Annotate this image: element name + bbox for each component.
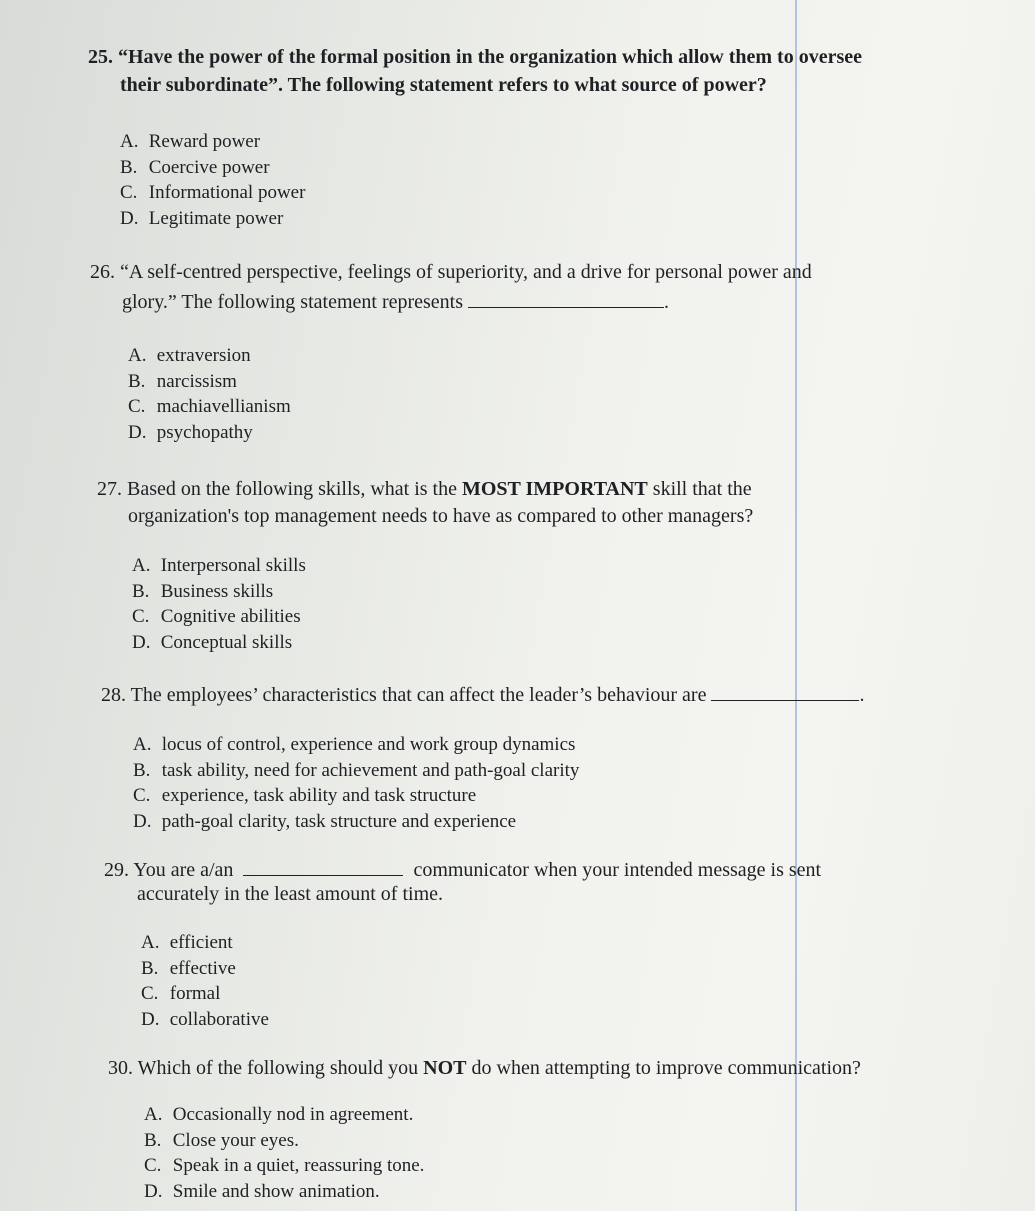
stem-line-2: glory.” The following statement represents	[122, 291, 464, 313]
stem-line-2: accurately in the least amount of time.	[137, 883, 443, 905]
option-d[interactable]	[133, 809, 579, 835]
option-letter: C.	[144, 1155, 162, 1176]
stem-line-1: The employees’ characteristics that can affect the leader’s behaviour are	[130, 684, 707, 706]
option-b[interactable]	[128, 369, 291, 395]
answer-blank	[243, 857, 403, 876]
option-letter: D.	[133, 810, 152, 832]
option-a[interactable]	[144, 1102, 424, 1128]
stem-line-2: their subordinate”. The following statement refers to what source of power?	[120, 74, 767, 96]
options-list	[144, 1102, 424, 1204]
option-text: Cognitive abilities	[160, 606, 301, 627]
options-list	[132, 553, 306, 655]
option-text: path-goal clarity, task structure and experience	[161, 810, 517, 832]
option-letter: C.	[120, 182, 138, 203]
options-list	[120, 129, 305, 231]
option-c[interactable]	[128, 394, 291, 420]
question-stem	[104, 857, 946, 883]
option-letter: B.	[128, 370, 146, 392]
option-text: task ability, need for achievement and path-goal clarity	[161, 759, 580, 781]
option-c[interactable]	[120, 180, 305, 206]
question-stem	[101, 682, 864, 708]
question-number: 28.	[101, 684, 126, 706]
option-letter: B.	[141, 957, 159, 979]
option-letter: D.	[141, 1008, 160, 1030]
stem-emphasis: NOT	[423, 1057, 467, 1079]
option-c[interactable]	[132, 604, 306, 630]
question-number: 30.	[108, 1057, 133, 1079]
option-c[interactable]	[144, 1153, 424, 1179]
option-letter: D.	[120, 207, 139, 229]
option-a[interactable]	[128, 343, 291, 369]
answer-blank	[468, 289, 664, 308]
option-text: efficient	[169, 932, 233, 953]
option-a[interactable]	[141, 930, 269, 956]
margin-line	[795, 0, 797, 1211]
option-letter: A.	[120, 131, 139, 152]
option-d[interactable]	[132, 630, 306, 656]
option-letter: A.	[133, 734, 152, 755]
stem-line-1: “Have the power of the formal position in the organization which allow them to oversee	[118, 46, 862, 68]
option-text: Business skills	[160, 580, 274, 602]
option-text: narcissism	[156, 370, 237, 392]
option-a[interactable]	[133, 732, 579, 758]
option-b[interactable]	[144, 1128, 424, 1154]
option-d[interactable]	[120, 206, 305, 232]
option-text: psychopathy	[156, 421, 253, 443]
question-number: 29.	[104, 859, 129, 881]
option-c[interactable]	[133, 783, 579, 809]
stem-line-1-a: Which of the following should you	[137, 1057, 419, 1079]
option-letter: A.	[132, 555, 151, 576]
stem-line-2: organization's top management needs to have as compared to other managers?	[128, 505, 754, 527]
question-stem	[97, 476, 959, 502]
option-text: formal	[169, 983, 221, 1004]
option-text: Smile and show animation.	[172, 1180, 380, 1202]
stem-line-2-wrap	[122, 289, 669, 315]
question-stem	[108, 1055, 861, 1081]
option-letter: B.	[132, 580, 150, 602]
option-a[interactable]	[120, 129, 305, 155]
option-d[interactable]	[128, 420, 291, 446]
option-d[interactable]	[141, 1007, 269, 1033]
option-letter: A.	[128, 345, 147, 366]
option-b[interactable]	[133, 758, 579, 784]
option-letter: D.	[144, 1180, 163, 1202]
option-letter: A.	[144, 1104, 163, 1125]
option-text: Legitimate power	[148, 207, 284, 229]
option-text: Occasionally nod in agreement.	[172, 1104, 414, 1125]
option-text: Close your eyes.	[172, 1129, 299, 1151]
stem-line-1-b: communicator when your intended message is sent	[413, 859, 822, 881]
options-list	[128, 343, 291, 445]
option-text: Coercive power	[148, 156, 270, 178]
option-text: locus of control, experience and work group dynamics	[161, 734, 576, 755]
option-text: effective	[169, 957, 236, 979]
option-text: Reward power	[148, 131, 261, 152]
option-text: experience, task ability and task structure	[161, 785, 477, 806]
stem-end: .	[859, 684, 865, 706]
option-letter: C.	[133, 785, 151, 806]
option-letter: B.	[144, 1129, 162, 1151]
option-letter: C.	[141, 983, 159, 1004]
option-b[interactable]	[141, 956, 269, 982]
option-text: extraversion	[156, 345, 251, 366]
stem-line-1: “A self-centred perspective, feelings of superiority, and a drive for personal power and	[120, 261, 812, 283]
option-text: Speak in a quiet, reassuring tone.	[172, 1155, 425, 1176]
answer-blank	[711, 682, 859, 701]
stem-line-1-b: skill that the	[652, 478, 752, 500]
stem-end: .	[664, 291, 670, 313]
option-text: Conceptual skills	[160, 631, 293, 653]
question-stem	[90, 259, 962, 285]
option-text: Informational power	[148, 182, 306, 203]
option-letter: C.	[132, 606, 150, 627]
option-letter: B.	[120, 156, 138, 178]
option-text: Interpersonal skills	[160, 555, 306, 576]
options-list	[133, 732, 579, 834]
stem-line-1-b: do when attempting to improve communication?	[471, 1057, 861, 1079]
stem-emphasis: MOST IMPORTANT	[461, 478, 648, 500]
option-c[interactable]	[141, 981, 269, 1007]
option-letter: A.	[141, 932, 160, 953]
option-text: collaborative	[169, 1008, 269, 1030]
option-letter: D.	[128, 421, 147, 443]
option-text: machiavellianism	[156, 396, 291, 417]
stem-line-1-a: You are a/an	[133, 859, 234, 881]
option-letter: D.	[132, 631, 151, 653]
question-number: 26.	[90, 261, 115, 283]
question-number: 25.	[88, 46, 113, 68]
option-letter: B.	[133, 759, 151, 781]
option-d[interactable]	[144, 1179, 424, 1205]
option-letter: C.	[128, 396, 146, 417]
question-number: 27.	[97, 478, 122, 500]
option-b[interactable]	[132, 579, 306, 605]
option-a[interactable]	[132, 553, 306, 579]
options-list	[141, 930, 269, 1032]
question-stem	[88, 44, 968, 70]
option-b[interactable]	[120, 155, 305, 181]
stem-line-1-a: Based on the following skills, what is the	[127, 478, 457, 500]
